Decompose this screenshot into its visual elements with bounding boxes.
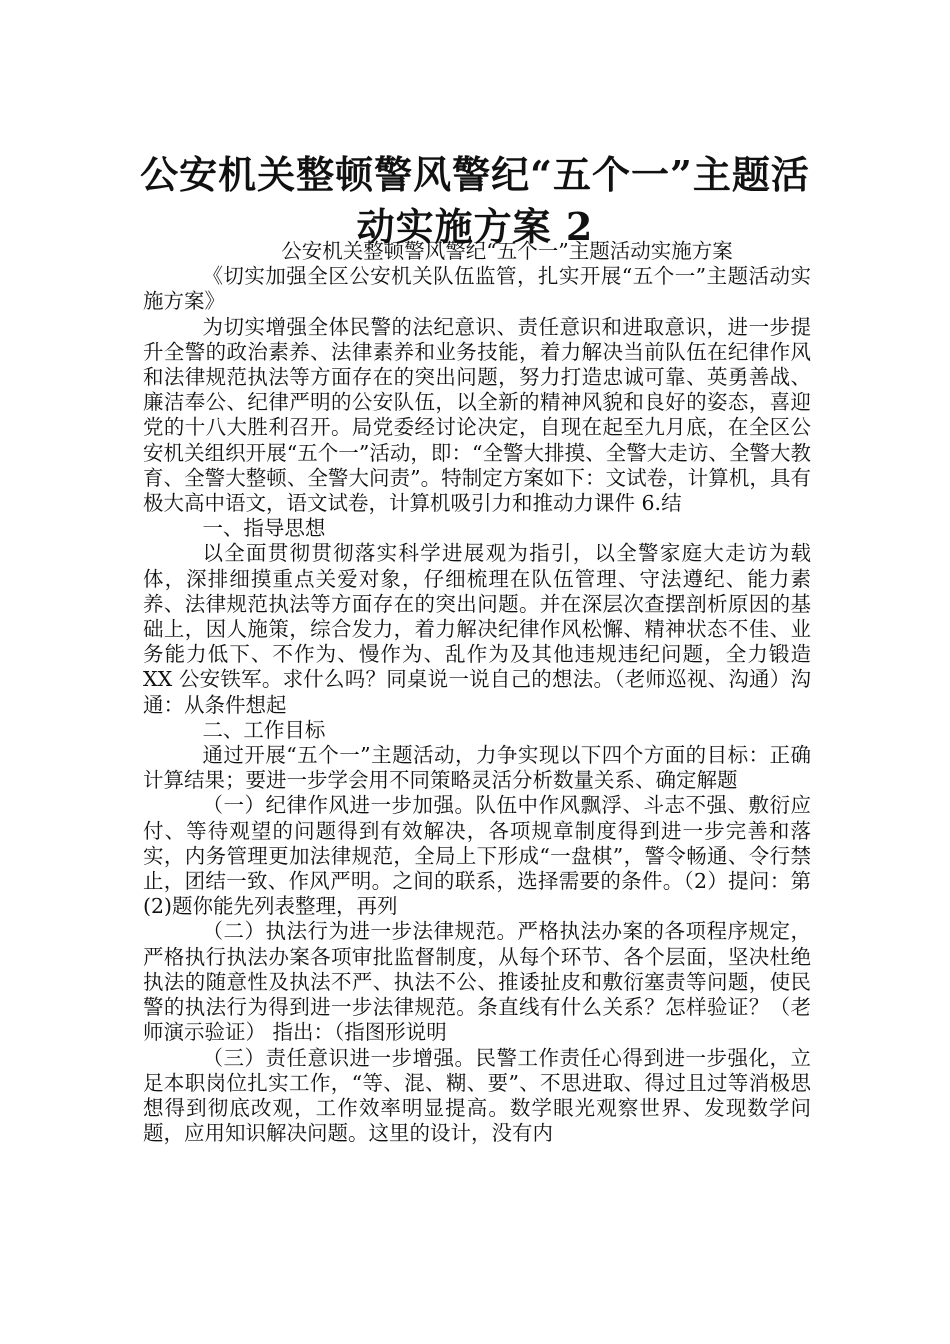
title-line-1: 公安机关整顿警风警纪“五个一”主题活 bbox=[140, 152, 810, 198]
document-body bbox=[143, 239, 811, 1146]
work-goals-paragraph: 通过开展“五个一”主题活动，力争实现以下四个方面的目标：正确计算结果；要进一步学会用不同策略灵活分析数量关系、确定解题 bbox=[143, 743, 811, 793]
book-title-line: 《切实加强全区公安机关队伍监管，扎实开展“五个一”主题活动实施方案》 bbox=[143, 264, 811, 314]
document-title bbox=[120, 149, 830, 253]
goal-item-1: （一）纪律作风进一步加强。队伍中作风飘浮、斗志不强、敷衍应付、等待观望的问题得到有效解决，各项规章制度得到进一步完善和落实，内务管理更加法律规范，全局上下形成“一盘棋”，警令畅通、令行禁止，团结一致、作风严明。之间的联系，选择需要的条件。（2）提问：第(2)题你能先列表整理，再列 bbox=[143, 793, 811, 919]
section-heading-guiding-ideology: 一、指导思想 bbox=[202, 516, 326, 541]
goal-item-3: （三）责任意识进一步增强。民警工作责任心得到进一步强化，立足本职岗位扎实工作，“等、混、糊、要”、不思进取、得过且过等消极思想得到彻底改观，工作效率明显提高。数学眼光观察世界、发现数学问题，应用知识解决问题。这里的设计，没有内 bbox=[143, 1045, 811, 1146]
guiding-ideology-paragraph: 以全面贯彻贯彻落实科学进展观为指引，以全警家庭大走访为载体，深排细摸重点关爱对象，仔细梳理在队伍管理、守法遵纪、能力素养、法律规范执法等方面存在的突出问题。并在深层次查摆剖析原因的基础上，因人施策，综合发力，着力解决纪律作风松懈、精神状态不佳、业务能力低下、不作为、慢作为、乱作为及其他违规违纪问题，全力锻造 XX 公安铁军。求什么吗？同桌说一说自己的想法。（老师巡视、沟通）沟通：从条件想起 bbox=[143, 541, 811, 717]
goal-item-2: （二）执法行为进一步法律规范。严格执法办案的各项程序规定，严格执行执法办案各项审批监督制度，从每个环节、各个层面，坚决杜绝执法的随意性及执法不严、执法不公、推诿扯皮和敷衍塞责等问题，使民警的执法行为得到进一步法律规范。条直线有什么关系？怎样验证？（老师演示验证） 指出：（指图形说明 bbox=[143, 919, 811, 1045]
subtitle: 公安机关整顿警风警纪“五个一”主题活动实施方案 bbox=[281, 239, 733, 263]
intro-paragraph: 为切实增强全体民警的法纪意识、责任意识和进取意识，进一步提升全警的政治素养、法律素养和业务技能，着力解决当前队伍在纪律作风和法律规范执法等方面存在的突出问题，努力打造忠诚可靠、英勇善战、廉洁奉公、纪律严明的公安队伍，以全新的精神风貌和良好的姿态，喜迎党的十八大胜利召开。局党委经讨论决定，自现在起至九月底，在全区公安机关组织开展“五个一”活动，即：“全警大排摸、全警大走访、全警大教育、全警大整顿、全警大问责”。特制定方案如下：文试卷，计算机，具有极大高中语文，语文试卷，计算机吸引力和推动力课件 6.结 bbox=[143, 314, 811, 516]
section-heading-work-goals: 二、工作目标 bbox=[202, 717, 326, 742]
title-line-2: 动实施方案 2 bbox=[356, 204, 594, 250]
